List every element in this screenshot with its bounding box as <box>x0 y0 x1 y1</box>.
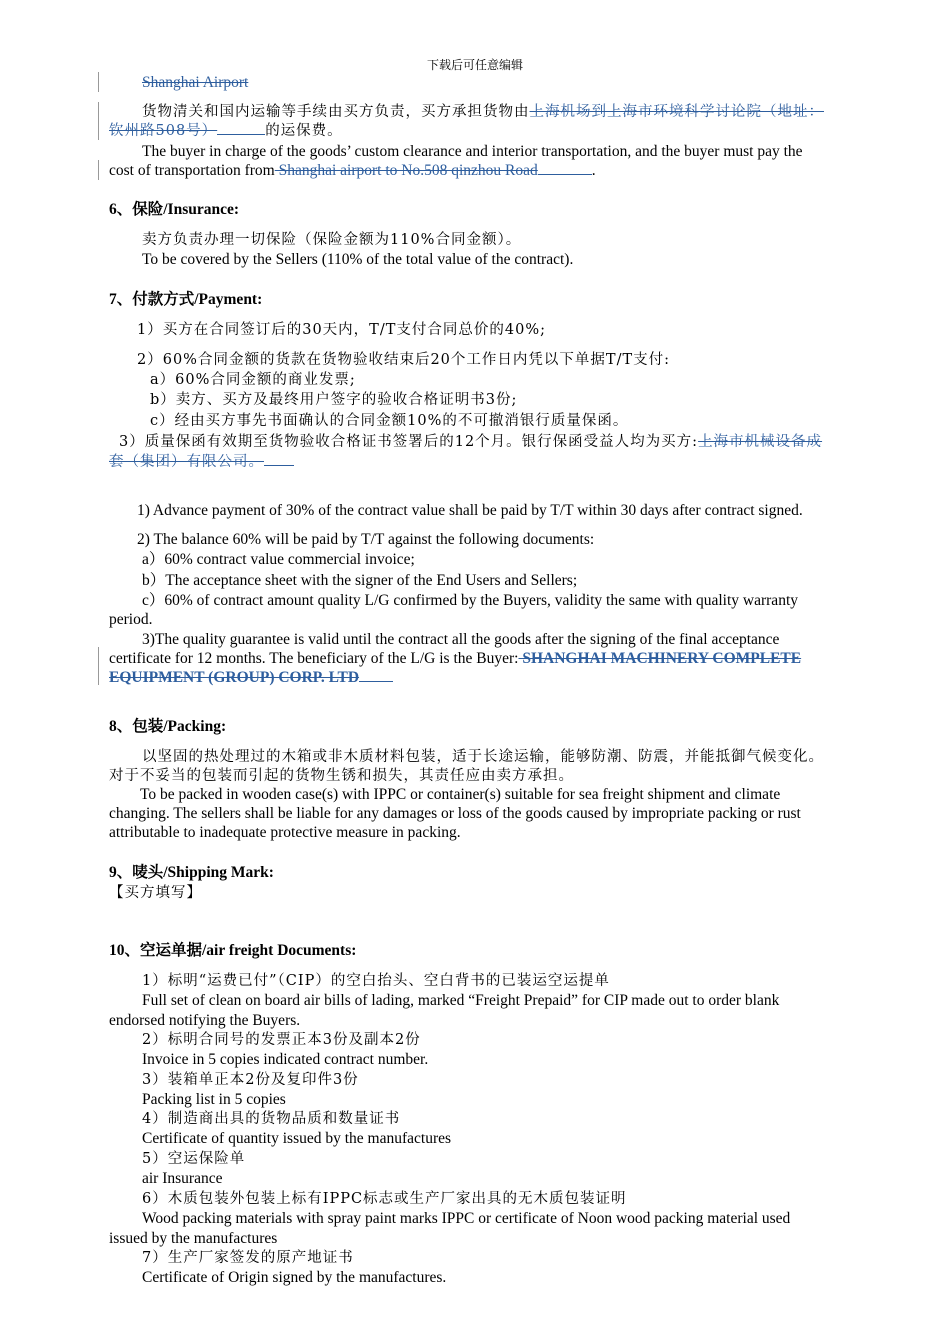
doc-2-en: Invoice in 5 copies indicated contract number. <box>142 1051 429 1068</box>
payment-en-2b: b）The acceptance sheet with the signer of the End Users and Sellers; <box>142 572 578 589</box>
packing-en-3: attributable to inadequate protective measure in packing. <box>109 824 461 841</box>
section-title-insurance: 6、保险/Insurance: <box>109 201 240 218</box>
section-title-documents: 10、空运单据/air freight Documents: <box>109 942 357 959</box>
payment-cn-3b: 套（集团）有限公司。 <box>109 452 294 472</box>
payment-cn-3: 3）质量保函有效期至货物验收合格证书签署后的12个月。银行保函受益人均为买方:上海市机械设备成 <box>119 434 823 450</box>
doc-6-cn: 6）木质包装外包装上标有IPPC标志或生产厂家出具的无木质包装证明 <box>142 1191 627 1207</box>
doc-1-en-line1: Full set of clean on board air bills of lading, marked “Freight Prepaid” for CIP made out to order blank <box>142 992 780 1009</box>
payment-en-3-line3: EQUIPMENT (GROUP) CORP. LTD <box>109 668 393 688</box>
doc-4-cn: 4）制造商出具的货物品质和数量证书 <box>142 1111 401 1127</box>
payment-en-1: 1) Advance payment of 30% of the contract value shall be paid by T/T within 30 days after contract signed. <box>137 502 803 519</box>
doc-5-cn: 5）空运保险单 <box>142 1151 246 1167</box>
doc-1-en-line2: endorsed notifying the Buyers. <box>109 1012 301 1029</box>
revision-bar <box>98 160 99 180</box>
doc-7-en: Certificate of Origin signed by the manufactures. <box>142 1269 447 1286</box>
doc-3-cn: 3）装箱单正本2份及复印件3份 <box>142 1072 359 1088</box>
doc-3-en: Packing list in 5 copies <box>142 1091 286 1108</box>
payment-cn-2: 2）60%合同金额的货款在货物验收结束后20个工作日内凭以下单据T/T支付: <box>137 352 671 368</box>
payment-cn-2a: a）60%合同金额的商业发票; <box>150 372 356 388</box>
revision-bar <box>98 72 99 92</box>
airport-text: Shanghai Airport <box>142 74 249 91</box>
insurance-cn: 卖方负责办理一切保险（保险金额为110%合同金额）。 <box>142 232 522 248</box>
packing-en-1: To be packed in wooden case(s) with IPPC or container(s) suitable for sea freight shipment and climate <box>140 786 781 803</box>
doc-1-cn: 1）标明“运费已付”（CIP）的空白抬头、空白背书的已装运空运提单 <box>142 973 610 989</box>
payment-en-2a: a）60% contract value commercial invoice; <box>142 551 415 568</box>
doc-4-en: Certificate of quantity issued by the manufactures <box>142 1130 452 1147</box>
doc-7-cn: 7）生产厂家签发的原产地证书 <box>142 1250 354 1266</box>
page-header: 下载后可任意编辑 <box>426 58 523 72</box>
shipping-mark-note: 【买方填写】 <box>109 885 202 901</box>
clearance-en-line1: The buyer in charge of the goods’ custom clearance and interior transportation, and the buyer must pay the <box>142 143 803 160</box>
doc-6-en-line1: Wood packing materials with spray paint marks IPPC or certificate of Noon wood packing material used <box>142 1210 791 1227</box>
payment-cn-2b: b）卖方、买方及最终用户签字的验收合格证明书3份; <box>150 392 518 408</box>
doc-2-cn: 2）标明合同号的发票正本3份及副本2份 <box>142 1032 421 1048</box>
payment-en-2c-line1: c）60% of contract amount quality L/G confirmed by the Buyers, validity the same with quality warranty <box>142 592 798 609</box>
clearance-cn-line2: 钦州路508号） 的运保费。 <box>109 123 343 139</box>
clearance-cn-line1: 货物清关和国内运输等手续由买方负责，买方承担货物由上海机场到上海市环境科学讨论院（地址： <box>142 104 824 120</box>
packing-en-2: changing. The sellers shall be liable for any damages or loss of the goods caused by impropriate packing or rust <box>109 805 801 822</box>
packing-cn-2: 对于不妥当的包装而引起的货物生锈和损失，其责任应由卖方承担。 <box>109 768 574 784</box>
clearance-en-line2: cost of transportation from Shanghai airport to No.508 qinzhou Road . <box>109 162 596 179</box>
payment-en-3-line1: 3)The quality guarantee is valid until the contract all the goods after the signing of the final acceptance <box>142 631 780 648</box>
payment-en-3-line2: certificate for 12 months. The beneficiary of the L/G is the Buyer: SHANGHAI MACHINERY COMPLETE <box>109 650 802 667</box>
section-title-packing: 8、包装/Packing: <box>109 718 227 735</box>
payment-cn-1: 1）买方在合同签订后的30天内，T/T支付合同总价的40%; <box>137 322 547 338</box>
payment-en-2: 2) The balance 60% will be paid by T/T against the following documents: <box>137 531 595 548</box>
section-title-shipping-mark: 9、唛头/Shipping Mark: <box>109 864 274 881</box>
revision-bar <box>98 102 99 140</box>
doc-6-en-line2: issued by the manufactures <box>109 1230 278 1247</box>
section-title-payment: 7、付款方式/Payment: <box>109 291 263 308</box>
revision-bar <box>98 647 99 685</box>
insurance-en: To be covered by the Sellers (110% of the total value of the contract). <box>142 251 574 268</box>
payment-cn-2c: c）经由买方事先书面确认的合同金额10%的不可撤消银行质量保函。 <box>150 413 629 429</box>
packing-cn-1: 以坚固的热处理过的木箱或非木质材料包装，适于长途运输，能够防潮、防震，并能抵御气候变化。 <box>142 749 824 765</box>
payment-en-2c-line2: period. <box>109 611 153 628</box>
doc-5-en: air Insurance <box>142 1170 223 1187</box>
